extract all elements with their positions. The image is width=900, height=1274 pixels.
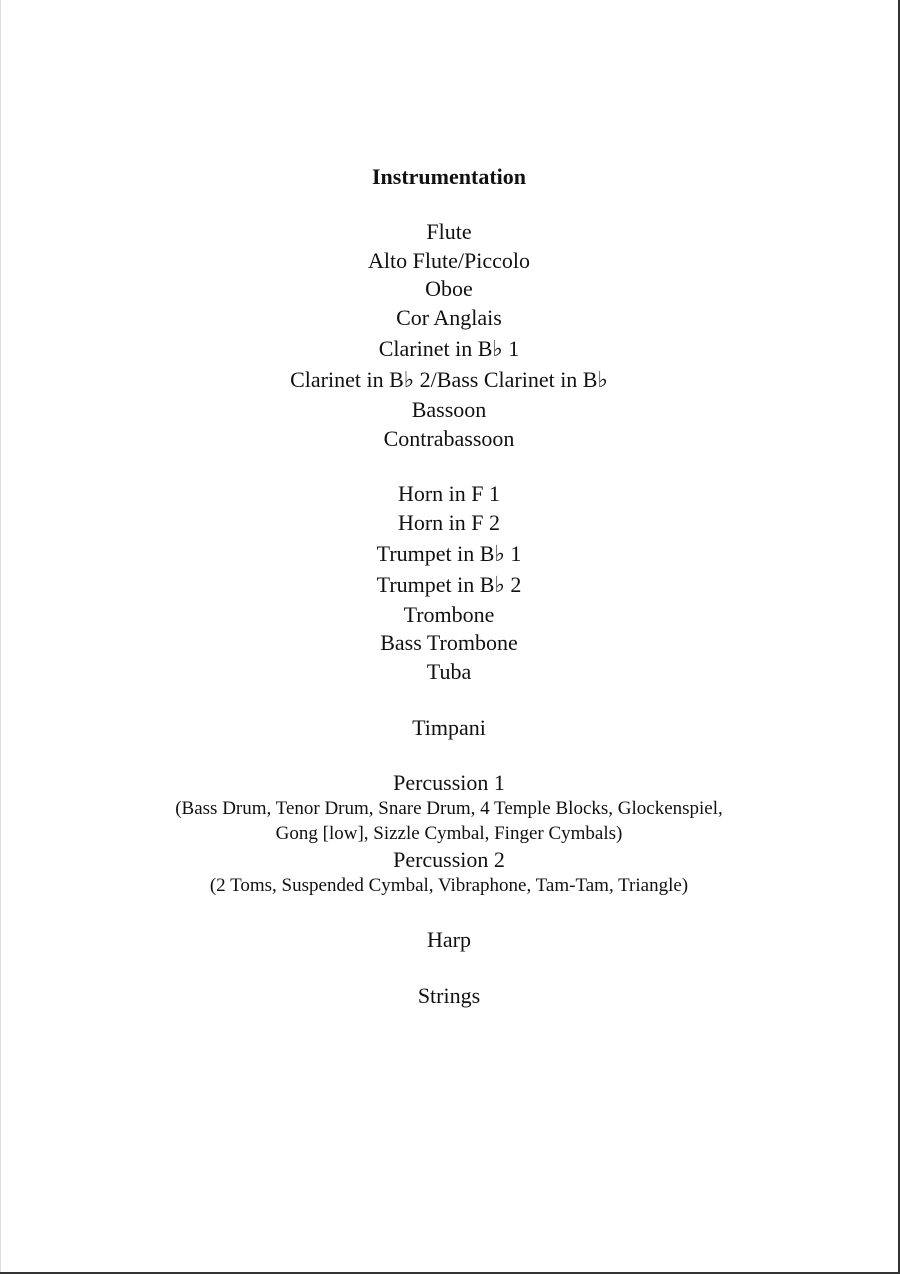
instrument-clarinet-1: Clarinet in B♭ 1 (378, 335, 520, 361)
strings-section (0, 982, 898, 1011)
brass-section (0, 480, 898, 687)
instrument-bass-trombone: Bass Trombone (380, 630, 518, 656)
instrument-tuba: Tuba (426, 659, 472, 685)
harp-section (0, 926, 898, 955)
instrument-horn-2: Horn in F 2 (397, 509, 501, 535)
percussion-1-label: Percussion 1 (393, 770, 505, 796)
instrument-contrabassoon: Contrabassoon (383, 425, 515, 451)
instrument-timpani: Timpani (412, 714, 486, 740)
instrument-trombone: Trombone (403, 601, 495, 627)
instrument-bassoon: Bassoon (411, 396, 487, 422)
instrument-flute: Flute (426, 219, 472, 244)
instrument-horn-1: Horn in F 1 (397, 481, 501, 507)
instrument-strings: Strings (417, 982, 481, 1008)
timpani-section (0, 714, 898, 743)
percussion-1-detail-line-1: (Bass Drum, Tenor Drum, Snare Drum, 4 Temple Blocks, Glockenspiel, (175, 798, 723, 820)
instrumentation-page (0, 162, 898, 1037)
instrument-clarinet-2-bass-clarinet: Clarinet in B♭ 2/Bass Clarinet in B♭ (290, 367, 608, 393)
woodwinds-section (0, 218, 898, 453)
page-title: Instrumentation (371, 164, 526, 189)
instrument-alto-flute-piccolo: Alto Flute/Piccolo (368, 247, 530, 273)
instrument-oboe: Oboe (425, 276, 473, 302)
percussion-1-detail-line-2: Gong [low], Sizzle Cymbal, Finger Cymbals) (275, 822, 623, 844)
instrument-cor-anglais: Cor Anglais (396, 305, 502, 331)
percussion-2-label: Percussion 2 (393, 847, 505, 873)
percussion-section (0, 769, 898, 899)
percussion-2-detail: (2 Toms, Suspended Cymbal, Vibraphone, Tam-Tam, Triangle) (209, 875, 689, 897)
instrument-trumpet-1: Trumpet in B♭ 1 (376, 540, 522, 566)
instrument-harp: Harp (427, 926, 471, 952)
instrument-trumpet-2: Trumpet in B♭ 2 (376, 572, 522, 598)
